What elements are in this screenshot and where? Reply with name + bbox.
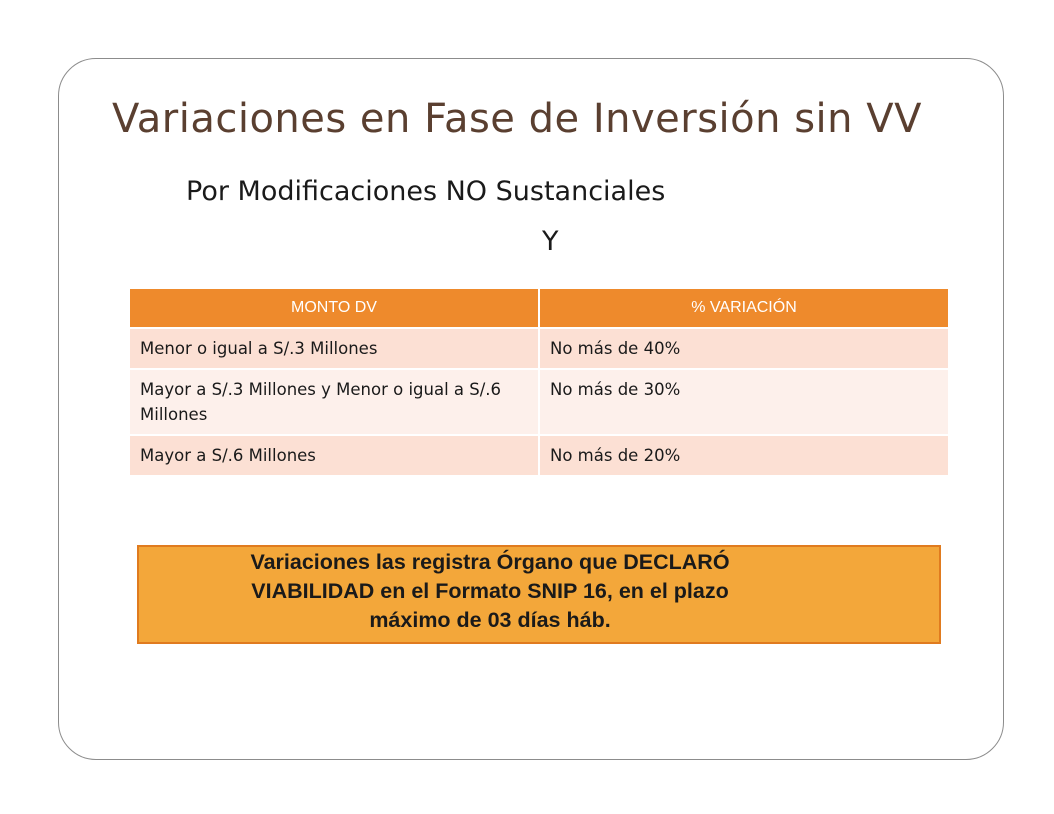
subtitle-connector: Y [542,226,559,257]
cell-variacion: No más de 20% [539,435,948,475]
cell-monto: Mayor a S/.6 Millones [130,435,539,475]
note-line: Variaciones las registra Órgano que DECLARÓ [250,550,730,574]
cell-monto: Mayor a S/.3 Millones y Menor o igual a S/.6 Millones [130,369,539,435]
slide-title: Variaciones en Fase de Inversión sin VV [112,96,922,142]
table-header-row [130,289,948,328]
cell-monto: Menor o igual a S/.3 Millones [130,328,539,369]
variation-table [130,289,948,475]
header-variacion: % VARIACIÓN [539,289,948,328]
note-line: máximo de 03 días háb. [369,608,611,632]
table-row [130,328,948,369]
header-monto-dv: MONTO DV [130,289,539,328]
table-row [130,369,948,435]
slide-subtitle: Por Modificaciones NO Sustanciales [186,176,666,207]
note-text [150,548,830,635]
cell-variacion: No más de 40% [539,328,948,369]
note-line: VIABILIDAD en el Formato SNIP 16, en el plazo [251,579,729,603]
cell-variacion: No más de 30% [539,369,948,435]
table-row [130,435,948,475]
